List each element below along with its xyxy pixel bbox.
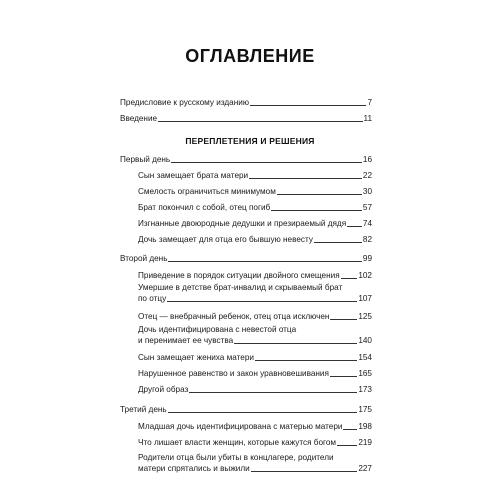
toc-entry-page: 99 [362,254,372,263]
toc-leader [189,392,357,393]
toc-leader [168,261,361,262]
toc-entry-page: 82 [362,235,372,244]
toc-subentry[interactable] [138,311,372,322]
toc-entry-label: Введение [120,114,158,123]
toc-entry-label: Предисловие к русскому изданию [120,98,249,107]
toc-leader [168,412,358,413]
toc-subentry[interactable] [138,384,372,395]
toc-entry-page: 219 [358,438,372,447]
toc-subentry[interactable] [138,437,372,448]
toc-leader [271,210,362,211]
toc-leader [343,429,357,430]
toc-entry-label: Брат покончил с собой, отец погиб [138,203,271,212]
toc-subentry-line1: Дочь идентифицирована с невестой отца [138,325,297,334]
toc-leader [330,319,357,320]
toc-entry-label: Дочь замещает для отца его бывшую невесту [138,235,313,244]
toc-entry-page: 57 [362,203,372,212]
toc-leader [158,121,362,122]
toc-entry-preface[interactable] [120,97,372,108]
toc-leader [250,105,366,106]
toc-entry-page: 102 [358,271,372,280]
toc-entry-page: 198 [358,422,372,431]
toc-entry-page: 30 [362,187,372,196]
toc-subentry[interactable] [138,186,372,197]
toc-subentry[interactable] [138,270,372,281]
toc-subentry[interactable] [138,463,372,474]
toc-entry-page: 165 [358,369,372,378]
toc-entry-label: Приведение в порядок ситуации двойного смещения [138,271,340,280]
toc-leader [251,471,358,472]
toc-subentry[interactable] [138,421,372,432]
toc-leader [249,178,362,179]
toc-leader [347,226,362,227]
toc-leader [234,343,357,344]
toc-entry-page: 125 [358,312,372,321]
toc-entry-page: 22 [362,171,372,180]
toc-entry-day3[interactable] [120,404,372,415]
toc-leader [277,194,362,195]
toc-entry-page: 7 [367,98,372,107]
toc-entry-label: Изгнанные двоюродные дедушки и презираемый дядя [138,219,347,228]
toc-leader [314,242,362,243]
toc-entry-label: по отцу [138,294,167,303]
toc-entry-label: Сын замещает жениха матери [138,353,254,362]
toc-subentry[interactable] [138,352,372,363]
toc-leader [255,360,357,361]
toc-entry-label: Нарушенное равенство и закон уравновешивания [138,369,329,378]
toc-entry-label: Первый день [120,155,171,164]
toc-entry-page: 173 [358,385,372,394]
toc-leader [337,445,357,446]
toc-subentry[interactable] [138,335,372,346]
toc-entry-label: Младшая дочь идентифицирована с матерью матери [138,422,343,431]
toc-entry-label: Отец — внебрачный ребенок, отец отца исключен [138,312,330,321]
toc-leader [341,278,358,279]
section-heading: ПЕРЕПЛЕТЕНИЯ И РЕШЕНИЯ [185,136,315,146]
toc-entry-label: Другой образ [138,385,189,394]
toc-entry-day1[interactable] [120,154,372,165]
toc-entry-label: матери спрятались и выжили [138,464,250,473]
toc-leader [171,162,362,163]
toc-subentry[interactable] [138,368,372,379]
toc-entry-introduction[interactable] [120,113,372,124]
toc-entry-page: 74 [362,219,372,228]
toc-entry-day2[interactable] [120,253,372,264]
toc-entry-page: 175 [358,405,372,414]
toc-entry-label: Что лишает власти женщин, которые кажутся богом [138,438,337,447]
page-title: ОГЛАВЛЕНИЕ [185,46,315,66]
toc-subentry[interactable] [138,234,372,245]
toc-entry-page: 140 [358,336,372,345]
toc-subentry-line1: Родители отца были убиты в концлагере, родители [138,453,334,462]
toc-subentry[interactable] [138,202,372,213]
toc-leader [330,376,357,377]
toc-entry-page: 154 [358,353,372,362]
toc-subentry[interactable] [138,218,372,229]
toc-subentry[interactable] [138,170,372,181]
toc-subentry-line1: Умершие в детстве брат-инвалид и скрываемый брат [138,283,343,292]
toc-leader [167,301,357,302]
toc-entry-label: Второй день [120,254,168,263]
toc-subentry[interactable] [138,293,372,304]
toc-entry-label: Третий день [120,405,167,414]
toc-entry-label: Сын замещает брата матери [138,171,249,180]
toc-entry-page: 11 [363,114,372,123]
toc-entry-label: и перенимает ее чувства [138,336,234,345]
toc-entry-label: Смелость ограничиться минимумом [138,187,276,196]
toc-entry-page: 107 [358,294,372,303]
toc-entry-page: 16 [362,155,372,164]
toc-entry-page: 227 [358,464,372,473]
